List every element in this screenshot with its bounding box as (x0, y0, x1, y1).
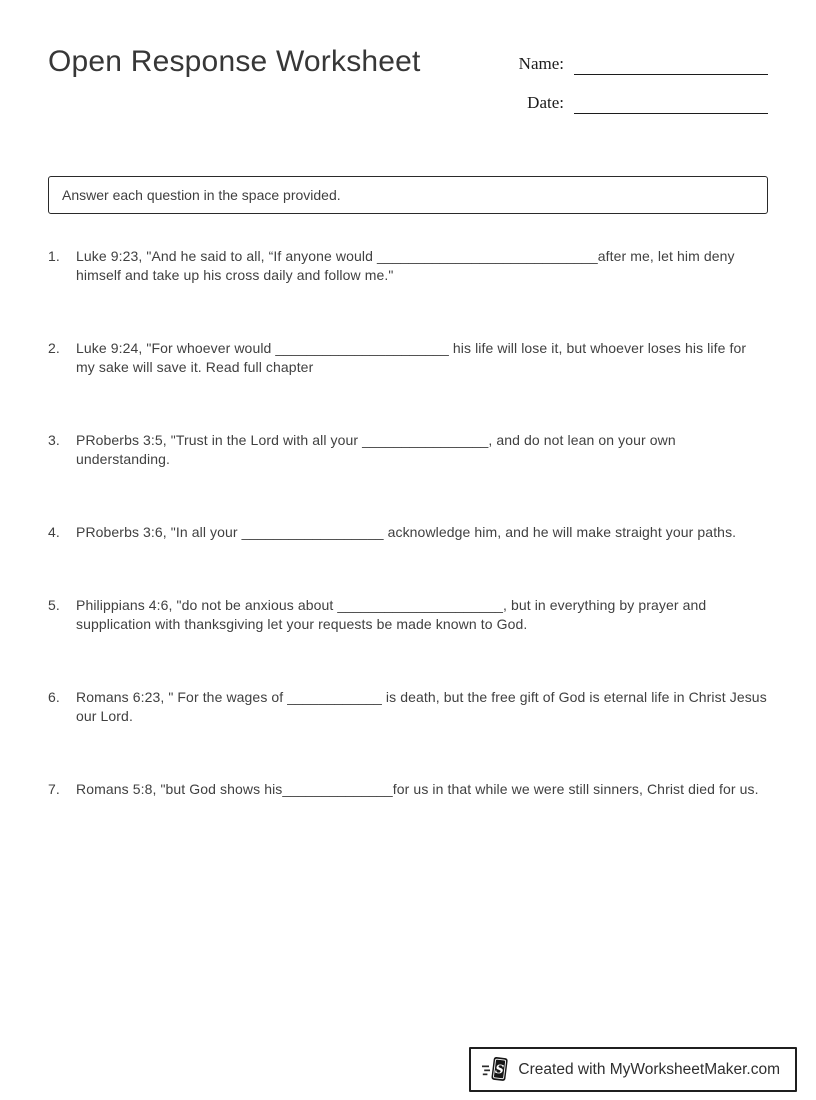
worksheet-logo-icon (482, 1055, 509, 1084)
question-text: Luke 9:24, "For whoever would ______________________ his life will lose it, but whoever loses his life for my sake will save it. Read full chapter (76, 340, 747, 375)
worksheet-page (0, 44, 816, 799)
header (48, 44, 768, 127)
question-list (48, 247, 768, 799)
question-item (48, 523, 768, 542)
question-item (48, 780, 768, 799)
question-number: 2. (48, 340, 60, 356)
page-title: Open Response Worksheet (48, 45, 421, 78)
question-text: PRoberbs 3:5, "Trust in the Lord with all your ________________, and do not lean on your own understanding. (76, 432, 676, 467)
name-date-fields (518, 49, 768, 127)
name-field (518, 49, 768, 75)
question-number: 7. (48, 781, 60, 797)
name-label: Name: (518, 54, 564, 73)
instruction-text: Answer each question in the space provided. (62, 187, 341, 203)
question-number: 3. (48, 432, 60, 448)
footer-text: Created with MyWorksheetMaker.com (518, 1060, 780, 1078)
name-blank-line (574, 49, 768, 75)
question-item (48, 688, 768, 726)
question-item (48, 431, 768, 469)
question-item (48, 596, 768, 634)
date-label: Date: (527, 93, 564, 112)
question-text: Luke 9:23, "And he said to all, “If anyone would ____________________________after me, let him deny himself and take up his cross daily and follow me." (76, 248, 735, 283)
question-number: 1. (48, 248, 60, 264)
question-number: 6. (48, 689, 60, 705)
question-number: 4. (48, 524, 60, 540)
svg-text:S: S (494, 1061, 506, 1077)
question-item (48, 247, 768, 285)
date-field (518, 88, 768, 114)
question-text: Philippians 4:6, "do not be anxious about _____________________, but in everything by prayer and supplication with thanksgiving let your requests be made known to God. (76, 597, 707, 632)
question-item (48, 339, 768, 377)
instruction-box (48, 176, 768, 214)
question-number: 5. (48, 597, 60, 613)
question-text: Romans 5:8, "but God shows his______________for us in that while we were still sinners, Christ died for us. (76, 781, 759, 797)
footer-badge (469, 1047, 797, 1092)
question-text: PRoberbs 3:6, "In all your __________________ acknowledge him, and he will make straight your paths. (76, 524, 737, 540)
date-blank-line (574, 88, 768, 114)
question-text: Romans 6:23, " For the wages of ____________ is death, but the free gift of God is eternal life in Christ Jesus our Lord. (76, 689, 767, 724)
